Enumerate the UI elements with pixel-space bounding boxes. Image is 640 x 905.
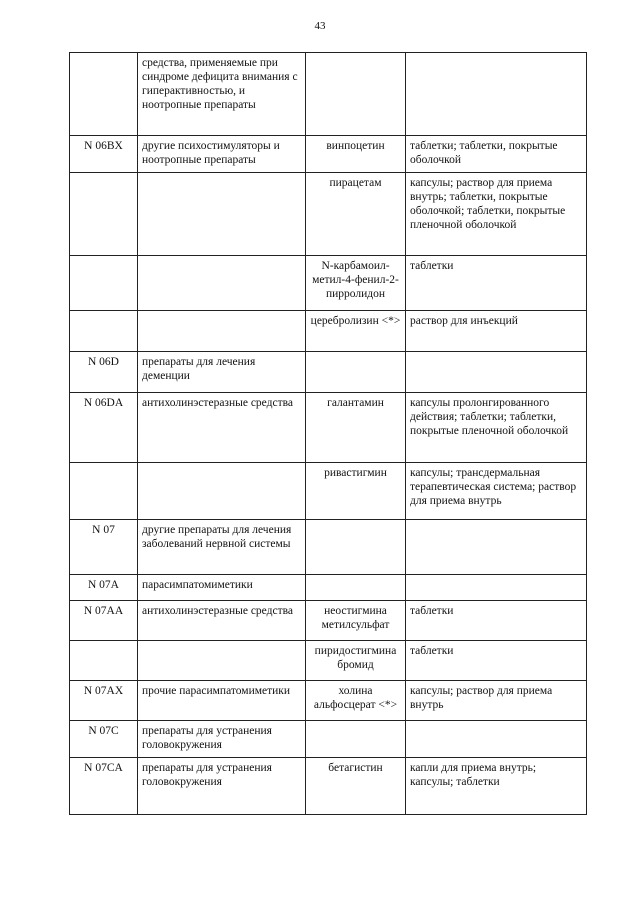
table-row	[70, 393, 587, 463]
group-name-cell: антихолинэстеразные средства	[138, 601, 306, 641]
table-row	[70, 681, 587, 721]
dosage-form-cell: капсулы; раствор для приема внутрь	[406, 681, 587, 721]
drug-name-cell: холина альфосцерат <*>	[306, 681, 406, 721]
drug-name-cell	[306, 352, 406, 393]
atc-code-cell	[70, 641, 138, 681]
dosage-form-cell	[406, 575, 587, 601]
atc-code-cell	[70, 53, 138, 136]
drug-name-cell	[306, 520, 406, 575]
page-number: 43	[314, 20, 326, 32]
table-row	[70, 575, 587, 601]
drug-name-cell	[306, 721, 406, 758]
atc-code-cell: N 07A	[70, 575, 138, 601]
group-name-cell	[138, 311, 306, 352]
dosage-form-cell: раствор для инъекций	[406, 311, 587, 352]
group-name-cell: препараты для устранения головокружения	[138, 721, 306, 758]
drug-name-cell: пирацетам	[306, 173, 406, 256]
atc-code-cell: N 06BX	[70, 136, 138, 173]
group-name-cell: прочие парасимпатомиметики	[138, 681, 306, 721]
table-row	[70, 601, 587, 641]
table-row	[70, 352, 587, 393]
atc-code-cell: N 06DA	[70, 393, 138, 463]
dosage-form-cell: капсулы; трансдермальная терапевтическая система; раствор для приема внутрь	[406, 463, 587, 520]
group-name-cell	[138, 641, 306, 681]
drug-classification-table	[69, 52, 587, 815]
group-name-cell: средства, применяемые при синдроме дефицита внимания с гиперактивностью, и ноотропные препараты	[138, 53, 306, 136]
drug-name-cell	[306, 53, 406, 136]
group-name-cell: парасимпатомиметики	[138, 575, 306, 601]
group-name-cell: другие психостимуляторы и ноотропные препараты	[138, 136, 306, 173]
table-row	[70, 53, 587, 136]
group-name-cell	[138, 463, 306, 520]
atc-code-cell: N 07	[70, 520, 138, 575]
group-name-cell: антихолинэстеразные средства	[138, 393, 306, 463]
group-name-cell: препараты для лечения деменции	[138, 352, 306, 393]
group-name-cell	[138, 256, 306, 311]
table-row	[70, 311, 587, 352]
table-row	[70, 136, 587, 173]
dosage-form-cell: таблетки	[406, 601, 587, 641]
table-row	[70, 721, 587, 758]
dosage-form-cell	[406, 721, 587, 758]
table-row	[70, 758, 587, 815]
dosage-form-cell: таблетки	[406, 256, 587, 311]
drug-name-cell	[306, 575, 406, 601]
dosage-form-cell: капсулы пролонгированного действия; таблетки; таблетки, покрытые пленочной оболочкой	[406, 393, 587, 463]
dosage-form-cell: таблетки; таблетки, покрытые оболочкой	[406, 136, 587, 173]
dosage-form-cell	[406, 53, 587, 136]
dosage-form-cell	[406, 352, 587, 393]
atc-code-cell: N 07C	[70, 721, 138, 758]
group-name-cell: другие препараты для лечения заболеваний нервной системы	[138, 520, 306, 575]
drug-name-cell: галантамин	[306, 393, 406, 463]
group-name-cell: препараты для устранения головокружения	[138, 758, 306, 815]
atc-code-cell: N 07AX	[70, 681, 138, 721]
atc-code-cell	[70, 311, 138, 352]
drug-name-cell: неостигмина метилсульфат	[306, 601, 406, 641]
table-row	[70, 641, 587, 681]
drug-name-cell: бетагистин	[306, 758, 406, 815]
atc-code-cell: N 07AA	[70, 601, 138, 641]
drug-name-cell: N-карбамоил-метил-4-фенил-2-пирролидон	[306, 256, 406, 311]
table-row	[70, 463, 587, 520]
atc-code-cell: N 07CA	[70, 758, 138, 815]
table-row	[70, 520, 587, 575]
atc-code-cell: N 06D	[70, 352, 138, 393]
atc-code-cell	[70, 463, 138, 520]
dosage-form-cell: капсулы; раствор для приема внутрь; таблетки, покрытые оболочкой; таблетки, покрытые пленочной оболочкой	[406, 173, 587, 256]
drug-name-cell: винпоцетин	[306, 136, 406, 173]
dosage-form-cell: таблетки	[406, 641, 587, 681]
dosage-form-cell: капли для приема внутрь; капсулы; таблетки	[406, 758, 587, 815]
atc-code-cell	[70, 173, 138, 256]
group-name-cell	[138, 173, 306, 256]
drug-name-cell: ривастигмин	[306, 463, 406, 520]
table-row	[70, 173, 587, 256]
drug-name-cell: церебролизин <*>	[306, 311, 406, 352]
atc-code-cell	[70, 256, 138, 311]
table-row	[70, 256, 587, 311]
dosage-form-cell	[406, 520, 587, 575]
drug-name-cell: пиридостигмина бромид	[306, 641, 406, 681]
